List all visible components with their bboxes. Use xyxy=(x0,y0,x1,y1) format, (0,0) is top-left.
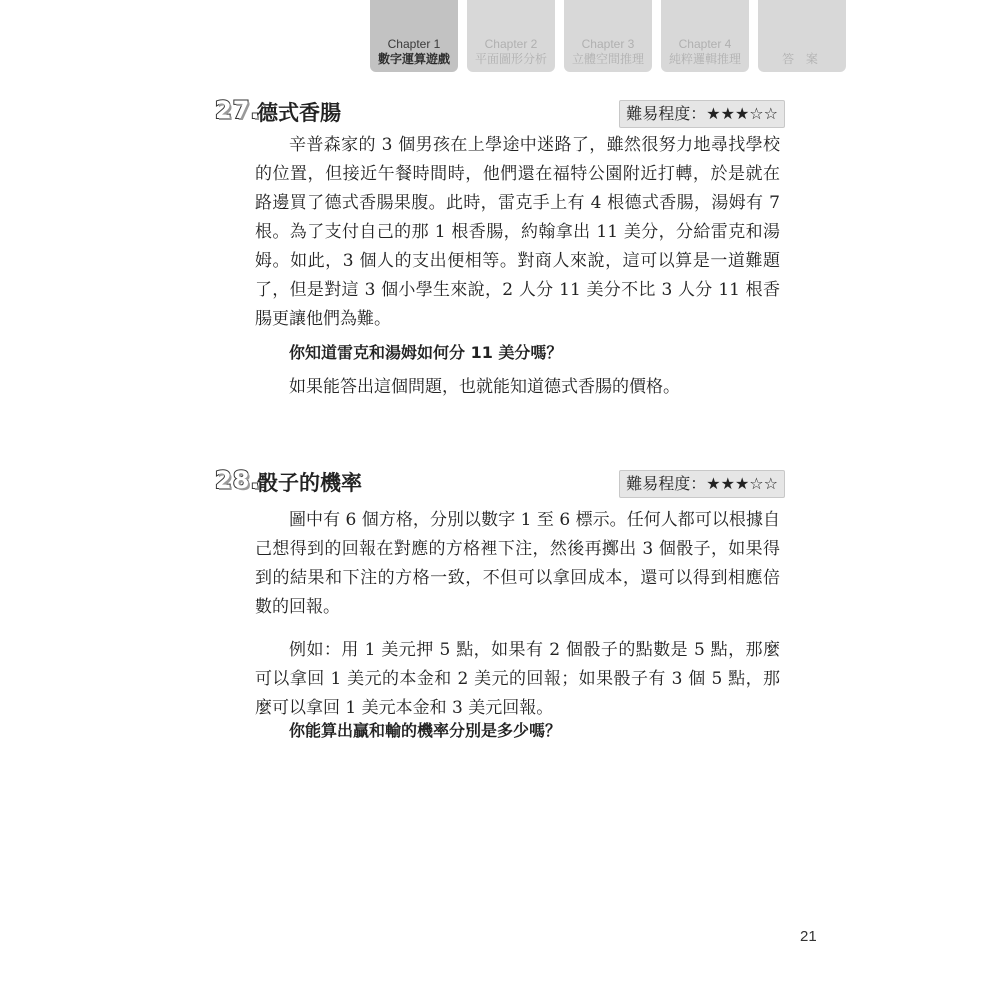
tab-label-en: Chapter 4 xyxy=(678,37,732,51)
puzzle-27-question: 你知道雷克和湯姆如何分 11 美分嗎？ xyxy=(289,343,563,362)
puzzle-27-body xyxy=(255,131,780,334)
tab-label-en: Chapter 1 xyxy=(387,37,441,51)
puzzle-27-header xyxy=(215,96,785,130)
tab-chapter-4[interactable] xyxy=(661,0,749,72)
difficulty-badge: 難易程度：★★★☆☆ xyxy=(619,470,785,498)
puzzle-number: 27. xyxy=(215,96,261,124)
puzzle-27-followup: 如果能答出這個問題，也就能知道德式香腸的價格。 xyxy=(289,377,680,397)
chapter-tabs xyxy=(370,0,845,72)
tab-label-en: Chapter 2 xyxy=(484,37,538,51)
page-number: 21 xyxy=(800,928,817,945)
tab-label-zh: 純粹邏輯推理 xyxy=(668,52,741,66)
puzzle-28-header xyxy=(215,466,785,500)
paragraph: 圖中有 6 個方格，分別以數字 1 至 6 標示。任何人都可以根據自己想得到的回報在對應的方格裡下注，然後再擲出 3 個骰子，如果得到的結果和下注的方格一致，不但可以拿回成本，還可以得到相應倍數的回報。 xyxy=(255,510,780,617)
puzzle-number: 28. xyxy=(215,466,261,494)
tab-label-en: Chapter 3 xyxy=(581,37,635,51)
tab-answers[interactable] xyxy=(758,0,846,72)
tab-chapter-1[interactable] xyxy=(370,0,458,72)
tab-label-zh: 答 案 xyxy=(782,52,822,66)
puzzle-28-body xyxy=(255,506,780,723)
puzzle-title: 德式香腸 xyxy=(257,101,341,125)
tab-label-zh: 數字運算遊戲 xyxy=(377,52,450,66)
tab-chapter-2[interactable] xyxy=(467,0,555,72)
paragraph: 辛普森家的 3 個男孩在上學途中迷路了，雖然很努力地尋找學校的位置，但接近午餐時間時，他們還在福特公園附近打轉，於是就在路邊買了德式香腸果腹。此時，雷克手上有 4 根德式香腸，湯姆有 7 根。為了支付自己的那 1 根香腸，約翰拿出 11 美分，分給雷克和湯姆。如此，3 個人的支出便相等。對商人來說，這可以算是一道難題了，但是對這 3 個小學生來說，2 人分 11 美分不比 3 人分 11 根香腸更讓他們為難。 xyxy=(255,135,780,329)
puzzle-title: 骰子的機率 xyxy=(257,471,362,495)
tab-label-zh: 平面圖形分析 xyxy=(474,52,547,66)
difficulty-badge: 難易程度：★★★☆☆ xyxy=(619,100,785,128)
tab-label-zh: 立體空間推理 xyxy=(571,52,644,66)
paragraph: 例如：用 1 美元押 5 點，如果有 2 個骰子的點數是 5 點，那麼可以拿回 1 美元的本金和 2 美元的回報；如果骰子有 3 個 5 點，那麼可以拿回 1 美元本金和 3 美元回報。 xyxy=(255,640,780,718)
tab-chapter-3[interactable] xyxy=(564,0,652,72)
puzzle-28-question: 你能算出贏和輸的機率分別是多少嗎？ xyxy=(289,721,562,740)
